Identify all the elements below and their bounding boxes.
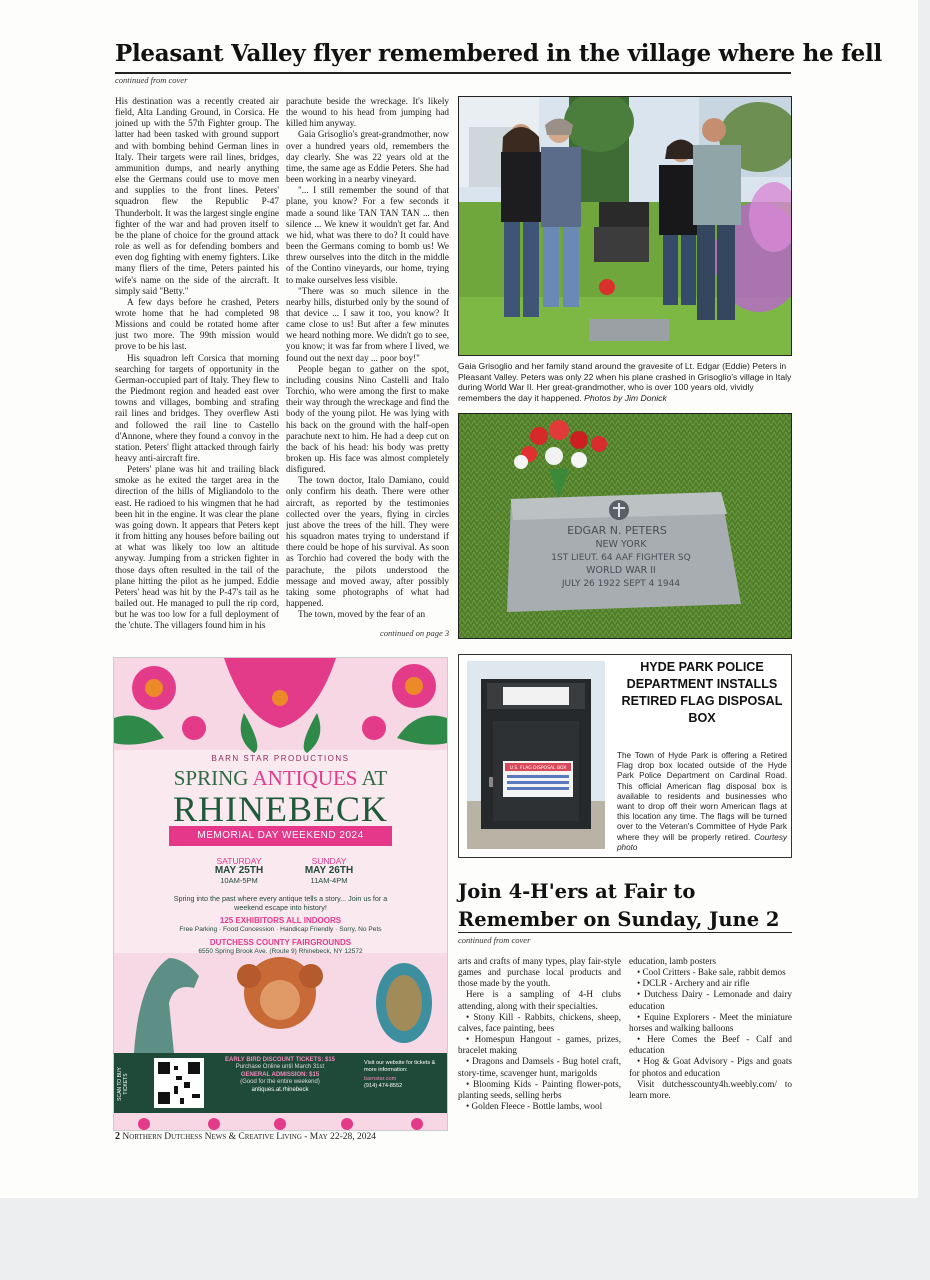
continued-on-label: continued on page 3 (380, 628, 450, 638)
fair-paragraph: arts and crafts of many types, play fair-style games and purchase local products and those made by the youth. (458, 956, 621, 989)
fair-column-2 (629, 956, 792, 1116)
fair-paragraph: Visit dutchesscounty4h.weebly.com/ to learn more. (629, 1078, 792, 1100)
ad-contact (364, 1060, 442, 1090)
flag-story-title: HYDE PARK POLICE DEPARTMENT INSTALLS RETIRED FLAG DISPOSAL BOX (621, 660, 783, 725)
flag-box-image (467, 661, 605, 849)
ad-title-antiques: ANTIQUES (252, 766, 358, 790)
fair-paragraph: education, lamb posters (629, 956, 717, 966)
fair-list-item: • Cool Critters - Bake sale, rabbit demos (637, 967, 786, 978)
fair-list-item: • Blooming Kids - Painting flower-pots, planting seeds, selling herbs (458, 1078, 621, 1100)
page-number: 2 (115, 1131, 120, 1142)
ad-general-note: (Good for the entire weekend) (240, 1079, 320, 1086)
ad-exhibitors: 125 EXHIBITORS ALL INDOORS (219, 916, 342, 925)
fair-continued-label: continued from cover (458, 935, 531, 945)
fair-paragraph: Here is a sampling of 4-H clubs attending, along with their specialties. (458, 989, 621, 1011)
page-headline: Pleasant Valley flyer remembered in the village where he fell (115, 40, 882, 67)
article-paragraph: A few days before he crashed, Peters wrote home that he had completed 98 Missions and could be rotated home after just two more. The 99th mission would prove to be his last. (115, 296, 279, 352)
photo-credit: Photos by Jim Donick (584, 392, 667, 403)
ad-saturday-time: 10AM-5PM (220, 876, 258, 885)
ad-phone: (914) 474-8552 (364, 1083, 403, 1089)
flag-story-credit: Courtesy photo (617, 832, 788, 852)
ad-address: 6550 Spring Brook Ave. (Route 9) Rhinebeck, NY 12572 (198, 948, 363, 955)
antiques-ad[interactable] (113, 657, 448, 1131)
article-paragraph: "There was so much silence in the nearby hills, disturbed only by the sound of that device ... I saw it too, you know? It came close to us! But after a few minutes we heard nothing more. We didn't go to see, you know; it was far from where I lived, we found out the next day ... poor boy!" (286, 285, 449, 363)
fair-list-item: • Homespun Hangout - games, prizes, bracelet making (458, 1034, 621, 1056)
article-paragraph: Peters' plane was hit and trailing black smoke as he exited the target area in the direction of the hills of Migliandolo to the east. He radioed to his wingmen that he had been hit in the engine. It was clear the plane was going down. It appears that Peters kept it from hitting any houses before bailing out at what was likely too low an altitude anyway. Jumping from a stricken fighter in those days often resulted in the tail of the plane hitting the pilot as he jumped. Eddie Peters' head was hit by the P-47's tail as he bailed out. He managed to pull the rip cord, but he was too low for a full deployment of the 'chute. The villagers found him in his (115, 464, 279, 631)
page-footer (115, 1131, 376, 1142)
ad-tagline: Spring into the past where every antique tells a story... Join us for a weekend escape into history! (173, 894, 388, 912)
ad-title-spring: SPRING (173, 766, 253, 790)
ad-saturday-date: MAY 25TH (214, 865, 264, 876)
article-paragraph: parachute beside the wreckage. It's likely the wound to his head from jumping had killed him anyway. (286, 96, 449, 129)
ad-early-bird: EARLY BIRD DISCOUNT TICKETS: $15 (224, 1057, 336, 1063)
article-paragraph: People began to gather on the spot, including cousins Nino Castelli and Italo Torchio, who were among the first to make their way through the wreckage and find the body of the young pilot. He was lying with his back on the ground with the half-open parachute next to him. He had a deep cut on the back of his head: his body was pretty broken up. His face was almost completely disfigured. (286, 363, 449, 475)
ad-saturday-label: SATURDAY (216, 856, 262, 866)
photo-caption (458, 361, 792, 403)
ad-presenter: BARN STAR PRODUCTIONS (211, 754, 350, 763)
article-paragraph: His squadron left Corsica that morning searching for targets of opportunity in the German-occupied part of Italy. They flew to the Piedmont region and headed east over towns and villages, bombing and strafing rail lines and bridges. They overflew Asti and followed the rail line to Castello d'Annone, where they found a convoy in the station. Peters' flight attacked through fairly heavy anti-aircraft fire. (115, 352, 279, 463)
ad-title-at: AT (357, 766, 388, 790)
photo-caption-text: Gaia Grisoglio and her family stand around the gravesite of Lt. Edgar (Eddie) Peters in Pleasant Valley. Peters was only 22 when his plane crashed in Grisoglio's village in Italy during World War II. Her great-grandmother, who is over 100 years old, vividly remembers the day it happened. (458, 361, 792, 403)
article-paragraph: The town, moved by the fear of an (298, 609, 426, 620)
ad-sunday-time: 11AM-4PM (310, 876, 348, 885)
qr-code[interactable] (154, 1058, 204, 1108)
fair-list-item: • Equine Explorers - Meet the miniature horses and walking balloons (629, 1011, 792, 1033)
fair-list-item: • Dutchess Dairy - Lemonade and dairy education (629, 989, 792, 1011)
article-column-2 (286, 96, 449, 622)
ad-banner: MEMORIAL DAY WEEKEND 2024 (197, 830, 364, 841)
ad-sunday-date: MAY 26TH (304, 865, 354, 876)
flag-box-label: U.S. FLAG DISPOSAL BOX (509, 766, 567, 771)
ad-sunday-label: SUNDAY (311, 856, 347, 866)
ad-venue: DUTCHESS COUNTY FAIRGROUNDS (209, 938, 352, 947)
article-paragraph: The town doctor, Italo Damiano, could only confirm his death. There were other aircraft, as reported by the testimonies collected over the years, flying in circles just above the trees of the hill. They were his squadron mates trying to understand if there could be hope of his survival. As soon as Torchio had covered the body with the parachute, the pilots understood the message and moved away, after possibly taking some photographs of what had happened. (286, 475, 449, 609)
ad-saturday (194, 856, 284, 886)
family-photo-image (459, 97, 791, 355)
ad-title-line2: RHINEBECK (173, 789, 388, 829)
gravestone-image (459, 414, 791, 638)
continued-from-label: continued from cover (115, 75, 188, 85)
ad-general: GENERAL ADMISSION: $15 (240, 1071, 320, 1078)
headline-rule (115, 72, 791, 74)
article-paragraph: "... I still remember the sound of that plane, you know? For a few seconds it made a sound like TAN TAN TAN ... then silence ... We knew it wouldn't get far. And we hid, what was there to do? It could have been the Germans coming to bomb us! We threw ourselves into the ditch in the middle of the Contino vineyards, our home, trying to make ourselves less visible. (286, 185, 449, 285)
article-paragraph: Gaia Grisoglio's great-grandmother, now over a hundred years old, remembers the day clearly. She was 22 years old at the time, the same age as Eddie Peters. She had been working in a nearby vineyard. (286, 129, 449, 185)
flag-story-text: The Town of Hyde Park is offering a Retired Flag drop box located outside of the Hyde Park Police Department on Cardinal Road. This official American flag disposal box is available to residents and businesses who want to drop off their worn American flags at this location any time. The flags will be turned over to the Veteran's Committee of Hyde Park where they will be properly retired. (617, 751, 787, 842)
fair-headline-rule (458, 932, 792, 933)
fair-list-item: • Stony Kill - Rabbits, chickens, sheep, calves, face painting, bees (458, 1011, 621, 1033)
gravestone-rank: 1ST LIEUT. 64 AAF FIGHTER SQ (551, 553, 691, 563)
fair-list-item: • DCLR - Archery and air rifle (637, 978, 750, 989)
fair-list-item: • Hog & Goat Advisory - Pigs and goats for photos and education (629, 1056, 792, 1078)
fair-column-1 (458, 956, 621, 1116)
ad-visit: Visit our website for tickets & more information: (364, 1060, 436, 1073)
fair-list-item: • Here Comes the Beef - Calf and education (629, 1034, 792, 1056)
ad-website[interactable]: barnstar.com (364, 1076, 397, 1082)
tiffany-lamp (376, 963, 432, 1043)
gravestone-name: EDGAR N. PETERS (567, 524, 667, 537)
ad-tickets (210, 1057, 350, 1094)
flag-story-body (617, 751, 787, 853)
fair-list-item: • Golden Fleece - Bottle lambs, wool (466, 1101, 603, 1112)
ad-amenities: Free Parking · Food Concession · Handicap Friendly · Sorry, No Pets (179, 926, 382, 933)
flag-disposal-story (458, 654, 792, 858)
footer-publication: Northern Dutchess News & Creative Living - May 22-28, 2024 (122, 1132, 376, 1142)
ad-scan-label: SCAN TO BUY TICKETS (117, 1067, 129, 1101)
gravestone-photo (458, 413, 792, 639)
article-column-1 (115, 96, 279, 640)
ad-early-note: Purchase Online until March 31st (235, 1064, 325, 1071)
article-paragraph: His destination was a recently created air field, Alta Landing Ground, in Corsica. He joined up with the 57th Fighter group. The latter had been tasked with ground support and with bombing behind German lines in Italy. Their targets were rail lines, bridges, ammunition dumps, and nearly anything else the Germans could use to move men and supplies to the front lines. Peters' squadron flew the Republic P-47 Thunderbolt. It was the largest single engine fighter of the war and had proven itself to be the plane of choice for the ground attack role as well as for defending bombers and even dog fighting with enemy fighters. Like many fliers of the time, Peters painted his wife's name on the side of the aircraft. It simply said "Betty." (115, 96, 279, 296)
fair-headline: Join 4-H'ers at Fair to Remember on Sunday, June 2 (458, 880, 780, 931)
ad-social[interactable]: antiques.at.rhinebeck (251, 1086, 309, 1093)
ad-sunday (284, 856, 374, 886)
gravestone-dates: JULY 26 1922 SEPT 4 1944 (561, 579, 681, 589)
flag-box-photo (467, 661, 605, 849)
gravestone-war: WORLD WAR II (586, 565, 656, 576)
fair-list-item: • Dragons and Damsels - Bug hotel craft, story-time, scavenger hunt, marigolds (458, 1056, 621, 1078)
family-gravesite-photo (458, 96, 792, 356)
gravestone-state: NEW YORK (595, 539, 647, 550)
